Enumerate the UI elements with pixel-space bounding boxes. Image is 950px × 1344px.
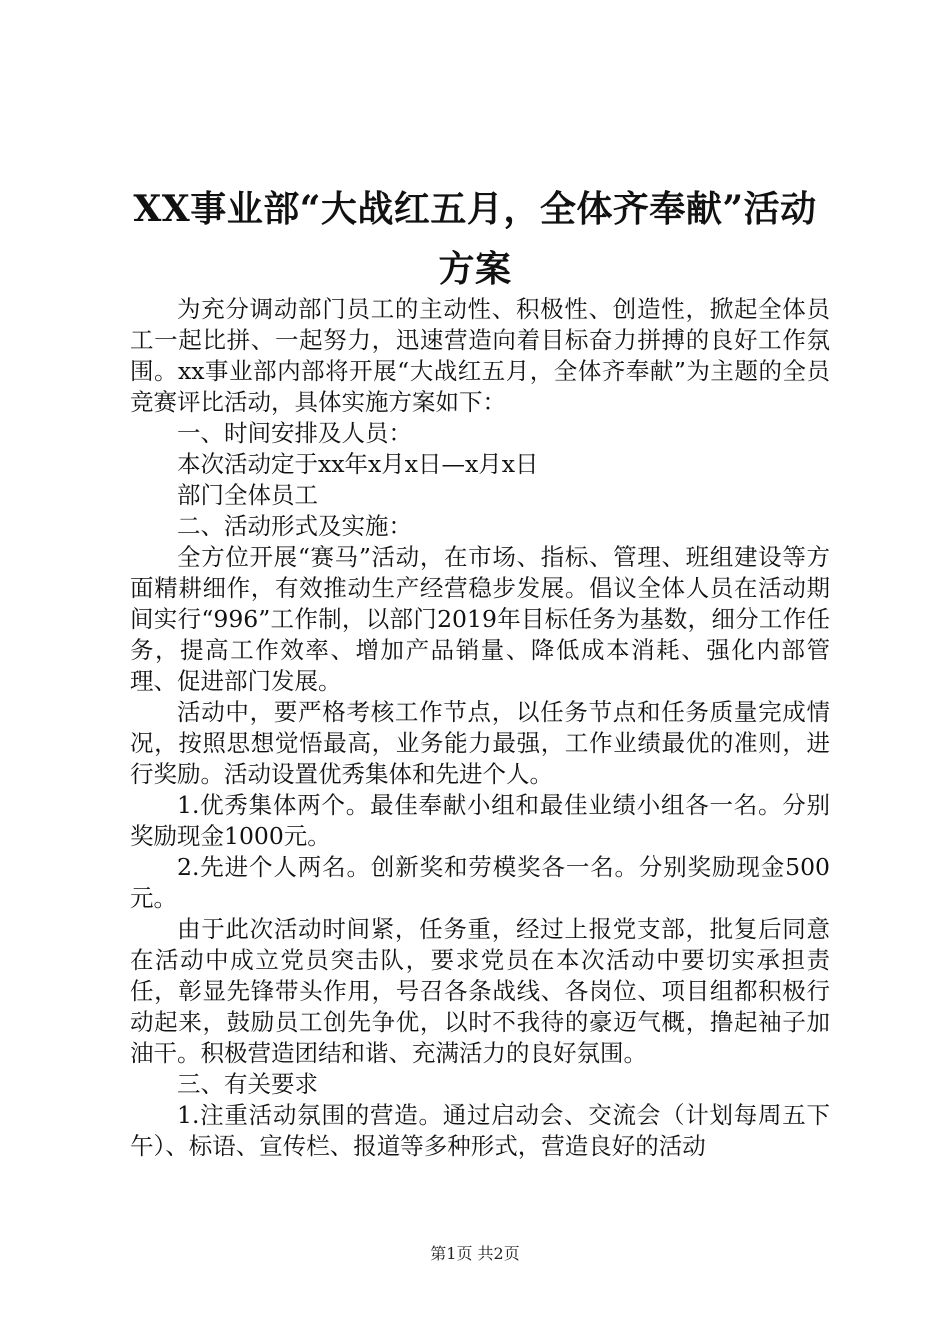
document-body xyxy=(130,294,830,1162)
intro-paragraph: 为充分调动部门员工的主动性、积极性、创造性，掀起全体员工一起比拼、一起努力，迅速营造向着目标奋力拼搏的良好工作氛围。xx事业部内部将开展“大战红五月，全体齐奉献”为主题的全员竞赛评比活动，具体实施方案如下： xyxy=(130,295,830,416)
page-number-footer: 第1页 共2页 xyxy=(430,1244,520,1263)
section-heading-format: 二、活动形式及实施： xyxy=(177,512,412,540)
schedule-date-line: 本次活动定于xx年x月x日—x月x日 xyxy=(177,450,539,478)
section-heading-schedule: 一、时间安排及人员： xyxy=(177,419,412,447)
participants-line: 部门全体员工 xyxy=(177,481,318,509)
document-title-line-1: XX事业部“大战红五月，全体齐奉献”活动 xyxy=(133,188,817,230)
party-team-paragraph: 由于此次活动时间紧，任务重，经过上报党支部，批复后同意在活动中成立党员突击队，要求党员在本次活动中要切实承担责任，彰显先锋带头作用，号召各条战线、各岗位、项目组都积极行动起来，鼓励员工创先争优，以时不我待的豪迈气概，撸起袖子加油干。积极营造团结和谐、充满活力的良好氛围。 xyxy=(130,915,830,1067)
assessment-paragraph: 活动中，要严格考核工作节点，以任务节点和任务质量完成情况，按照思想觉悟最高，业务能力最强，工作业绩最优的准则，进行奖励。活动设置优秀集体和先进个人。 xyxy=(130,698,830,788)
requirement-1-paragraph: 1.注重活动氛围的营造。通过启动会、交流会（计划每周五下午）、标语、宣传栏、报道等多种形式，营造良好的活动 xyxy=(130,1101,830,1160)
document-title-line-2: 方案 xyxy=(438,248,512,290)
section-heading-requirements: 三、有关要求 xyxy=(177,1070,318,1098)
format-paragraph: 全方位开展“赛马”活动，在市场、指标、管理、班组建设等方面精耕细作，有效推动生产经营稳步发展。倡议全体人员在活动期间实行“996”工作制，以部门2019年目标任务为基数，细分工作任务，提高工作效率、增加产品销量、降低成本消耗、强化内部管理、促进部门发展。 xyxy=(130,543,830,695)
award-individual-paragraph: 2.先进个人两名。创新奖和劳模奖各一名。分别奖励现金500元。 xyxy=(130,853,830,912)
award-collective-paragraph: 1.优秀集体两个。最佳奉献小组和最佳业绩小组各一名。分别奖励现金1000元。 xyxy=(130,791,830,850)
